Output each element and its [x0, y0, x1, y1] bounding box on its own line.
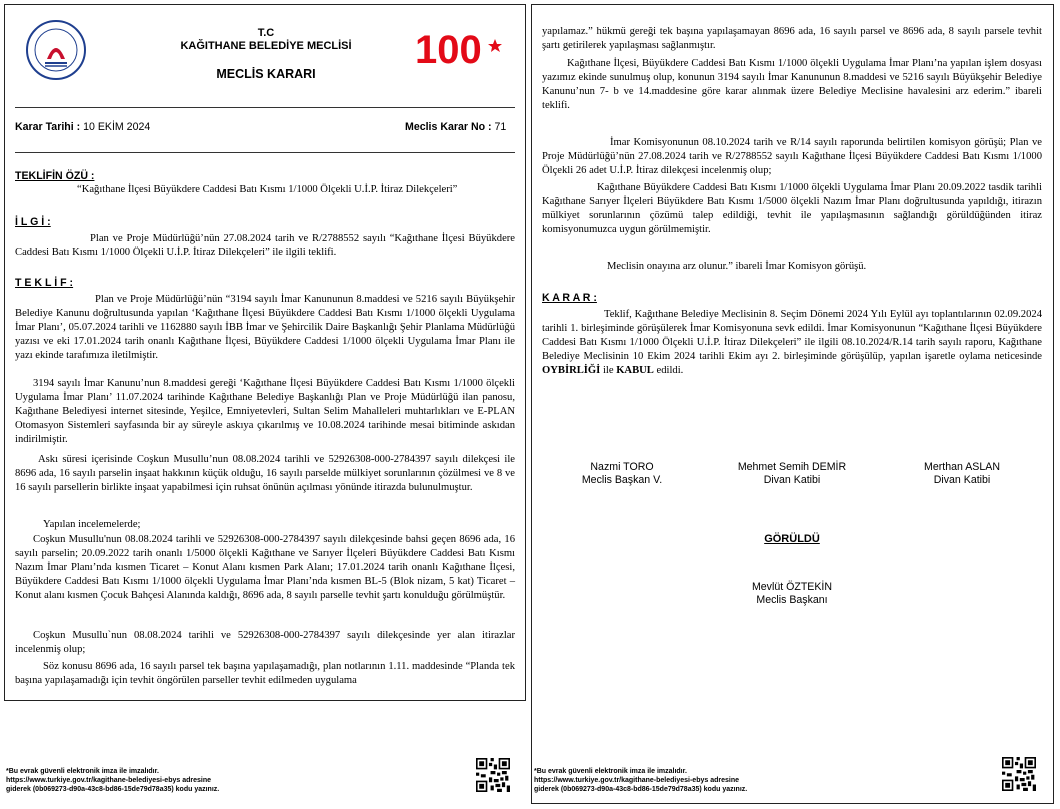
document-page-2 [531, 4, 1054, 804]
decision-label: K A R A R : [542, 292, 597, 304]
signer-1 [547, 461, 697, 487]
signer-3-name: Merthan ASLAN [924, 461, 1000, 473]
decision-text-body: Teklif, Kağıthane Belediye Meclisinin 8. Seçim Dönemi 2024 Yılı Eylül ayı toplantılarının 02.09.2024 tarihli 1. birleşiminde görüşülerek İmar Komisyonuna sevk edildi. İmar Komisyonunun “Kağıthane İlçesi Büyükdere Caddesi Batı Kısmı 1/1000 Ölçekli U.İ.P. İtiraz Dilekçeleri” ile ilgili 08.10.2024/R.14 tarih sayılı raporu, Kağıthane Belediye Meclisinin 10 Ekim 2024 tarihli Ekim ayı 2. birleşiminde görüşülüp, yapılan işaretle oylama neticesinde [542, 309, 1042, 362]
reference-label: İ L G İ : [15, 216, 51, 228]
chair-name: Mevlüt ÖZTEKİN [751, 581, 833, 593]
signer-2 [717, 461, 867, 487]
kagithane-municipality-logo [25, 19, 87, 81]
meta-divider [15, 152, 515, 153]
proposal-summary-label: TEKLİFİN ÖZÜ : [15, 170, 95, 182]
right-footer-esign-note [534, 767, 874, 794]
commission-paragraph-2: Kağıthane Büyükdere Caddesi Batı Kısmı 1/1000 ölçekli Uygulama İmar Planı 20.09.2022 tasdik tarihli Kağıthane Sarıyer İlçeleri Büyükdere Batı Kısmı 1/5000 ölçekli Nazım İmar Planı doğrultusunda yapıldığı, itirazın mülkiyet sorunlarının çözümü talep edildiği, tevhit ile yapılaşmasının sağlandığı görüldüğünden itiraz komisyonumuzca uygun görülmemiştir. [542, 182, 1042, 235]
left-footer-line-2[interactable]: https://www.turkiye.gov.tr/kagithane-belediyesi-ebys adresine [6, 777, 211, 784]
continuation-paragraph-2: Kağıthane İlçesi, Büyükdere Caddesi Batı Kısmı 1/1000 ölçekli Uygulama İmar Planı’na yapılan işlem dosyası yazımız ekinde sunulmuş olup, konunun 3194 sayılı İmar Kanununun 8.maddesi ve 5216 sayılı Büyükşehir Belediye Kanunu’nun 7- b ve 14.maddesine göre karar alınmak üzere Belediye Meclisine havalesini arz ederim.” ibareli teklifi. [542, 58, 1042, 111]
decision-text-connector: ile [602, 365, 614, 376]
document-page-1 [4, 4, 526, 701]
chair-signature [717, 581, 867, 607]
right-footer-line-3: giderek (0b069273-d90a-43c8-bd86-15de79d78a35) kodu yazınız. [534, 786, 748, 793]
document-title: MECLİS KARARI [216, 67, 316, 81]
decision-date-label: Karar Tarihi : [15, 121, 81, 133]
proposal-paragraph-3: Askı süresi içerisinde Coşkun Musullu’nun 08.08.2024 tarihli ve 52926308-000-2784397 sayılı dilekçesi ile 8696 ada, 16 sayılı parselin inşaat hakkının küçük olduğu, 16 sayılı parselde mülkiyet sorunlarının çözülmesi ve 8 ve 16 sayılı parsellerin birlikte inşaat yapabilmesi için ruhsat önünün açılması yönünde itirazda bulunulmuştur. [15, 454, 515, 493]
continuation-paragraph-1: yapılamaz.” hükmü gereği tek başına yapılaşamayan 8696 ada, 16 sayılı parsel ve 8696 ada, 8 sayılı parsele tevhit şartı getirilerek yapılaşması sağlanmıştır. [542, 26, 1042, 51]
left-footer-esign-note [6, 767, 346, 794]
left-qr-code-icon[interactable] [476, 758, 510, 792]
proposal-paragraph-2: 3194 sayılı İmar Kanunu’nun 8.maddesi gereği ‘Kağıthane İlçesi Büyükdere Caddesi Batı Kısmı 1/1000 ölçekli Uygulama İmar Planı’ 11.07.2024 tarihinde Kağıthane Belediye Başkanlığı Plan ve Proje Müdürlüğü ilan panosu, Kağıthane Belediyesi internet sitesinde, Yeşilce, Emniyetevleri, Sultan Selim Mahalleleri muhtarlıkları ve E-PLAN Otomasyon Sistemleri sayfasında bir ay süreyle askıya çıkarılmış ve 10.08.2024 tarihinde mesai bitiminde askıdan indirilmiştir. [15, 378, 515, 445]
proposal-paragraph-1: Plan ve Proje Müdürlüğü’nün “3194 sayılı İmar Kanununun 8.maddesi ve 5216 sayılı Büyükşehir Belediye Kanunu doğrultusunda yapılan ‘Kağıthane İlçesi Büyükdere Caddesi Batı Kısmı 1/1000 ölçekli Uygulama İmar Planı’, 05.07.2024 tarihli ve 1162880 sayılı İBB İmar ve Şehircilik Daire Başkanlığı Şehir Planlama Müdürlüğü yazısı ve eki 17.01.2024 tarih onanlı Kağıthane İlçesi, Büyükdere Caddesi 1/1000 ölçekli Uygulama İmar Planı ile yazı ekinde tarafımıza iletilmiştir. [15, 294, 515, 361]
header-council: KAĞITHANE BELEDİYE MECLİSİ [180, 40, 352, 52]
signer-1-name: Nazmi TORO [590, 461, 654, 473]
header-tc: T.C [257, 27, 275, 39]
decision-number-value: 71 [494, 121, 507, 133]
reviewed-heading: GÖRÜLDÜ [764, 533, 820, 545]
right-footer-line-2[interactable]: https://www.turkiye.gov.tr/kagithane-belediyesi-ebys adresine [534, 777, 739, 784]
commission-paragraph-3: Meclisin onayına arz olunur.” ibareli İmar Komisyon görüşü. [607, 261, 867, 272]
proposal-paragraph-4: Yapılan incelemelerde; [43, 519, 141, 530]
proposal-summary-text: “Kağıthane İlçesi Büyükdere Caddesi Batı Kısmı 1/1000 Ölçekli U.İ.P. İtiraz Dilekçeleri” [77, 184, 458, 195]
left-footer-line-1: *Bu evrak güvenli elektronik imza ile imzalıdır. [6, 768, 159, 775]
reference-text: Plan ve Proje Müdürlüğü’nün 27.08.2024 tarih ve R/2788552 sayılı “Kağıthane İlçesi Büyükdere Caddesi Batı Kısmı 1/1000 Ölçekli U.İ.P. İtiraz Dilekçeleri” ile ilgili teklifi. [15, 233, 515, 258]
decision-date [15, 120, 150, 134]
decision-result-accepted: KABUL [616, 365, 654, 376]
header-divider [15, 107, 515, 108]
decision-number [405, 120, 506, 134]
proposal-paragraph-5: Coşkun Musullu'nun 08.08.2024 tarihli ve 52926308-000-2784397 sayılı dilekçesinde bahsi geçen 8696 ada, 16 sayılı parselin; 20.09.2022 tarih onanlı 1/5000 ölçekli Kağıthane ve Sarıyer İlçeleri Büyükdere Caddesi Batı Kısmı Nazım İmar Planı’nda kısmen Ticaret – Konut Alanı kısmen Park Alanı; 17.01.2024 tarih onanlı Kağıthane İlçesi, Büyükdere Caddesi Batı Kısmı 1/1000 ölçekli Uygulama İmar Planı’nda kısmen BL-5 (Blok nizam, 5 kat) Ticaret – Konut alanı kısmen Çocuk Bahçesi Alanında kaldığı, 8696 ada, 8 sayılı parselle tevhit şartı konulduğu görülmüştür. [15, 534, 515, 601]
right-footer-line-1: *Bu evrak güvenli elektronik imza ile imzalıdır. [534, 768, 687, 775]
commission-paragraph-1: İmar Komisyonunun 08.10.2024 tarih ve R/14 sayılı raporunda belirtilen komisyon görüşü; Plan ve Proje Müdürlüğü’nün 27.08.2024 tarih ve R/2788552 sayılı Kağıthane İlçesi Büyükdere Caddesi Batı Kısmı 1/1000 Ölçekli 26 adet U.İ.P. İtiraz dilekçesi incelenmiş olup; [542, 137, 1042, 176]
proposal-paragraph-6: Coşkun Musullu`nun 08.08.2024 tarihli ve 52926308-000-2784397 sayılı dilekçesinde yer alan itirazlar incelenmiş olup; [15, 630, 515, 655]
signer-3-title: Divan Katibi [933, 474, 991, 486]
left-footer-line-3: giderek (0b069273-d90a-43c8-bd86-15de79d78a35) kodu yazınız. [6, 786, 220, 793]
decision-text-end: edildi. [656, 365, 684, 376]
decision-number-label: Meclis Karar No : [405, 121, 492, 133]
proposal-paragraph-7: Söz konusu 8696 ada, 16 sayılı parsel tek başına yapılaşamadığı, plan notlarının 1.11. maddesinde “Planda tek başına yapılaşamadığı için tevhit öngörülen parseller tevhit edilmeden uygulama [15, 661, 515, 686]
decision-text [542, 308, 1042, 378]
proposal-label: T E K L İ F : [15, 277, 74, 289]
logo-100-text: 100 [415, 28, 482, 72]
right-qr-code-icon[interactable] [1002, 757, 1036, 791]
decision-result-unanimous: OYBİRLİĞİ [542, 365, 601, 376]
signer-1-title: Meclis Başkan V. [581, 474, 663, 486]
signer-2-name: Mehmet Semih DEMİR [737, 461, 847, 473]
chair-title: Meclis Başkanı [756, 594, 828, 606]
signer-2-title: Divan Katibi [763, 474, 821, 486]
signer-3 [887, 461, 1037, 487]
decision-date-value: 10 EKİM 2024 [83, 121, 151, 133]
turkiye-100th-year-logo [413, 25, 509, 81]
